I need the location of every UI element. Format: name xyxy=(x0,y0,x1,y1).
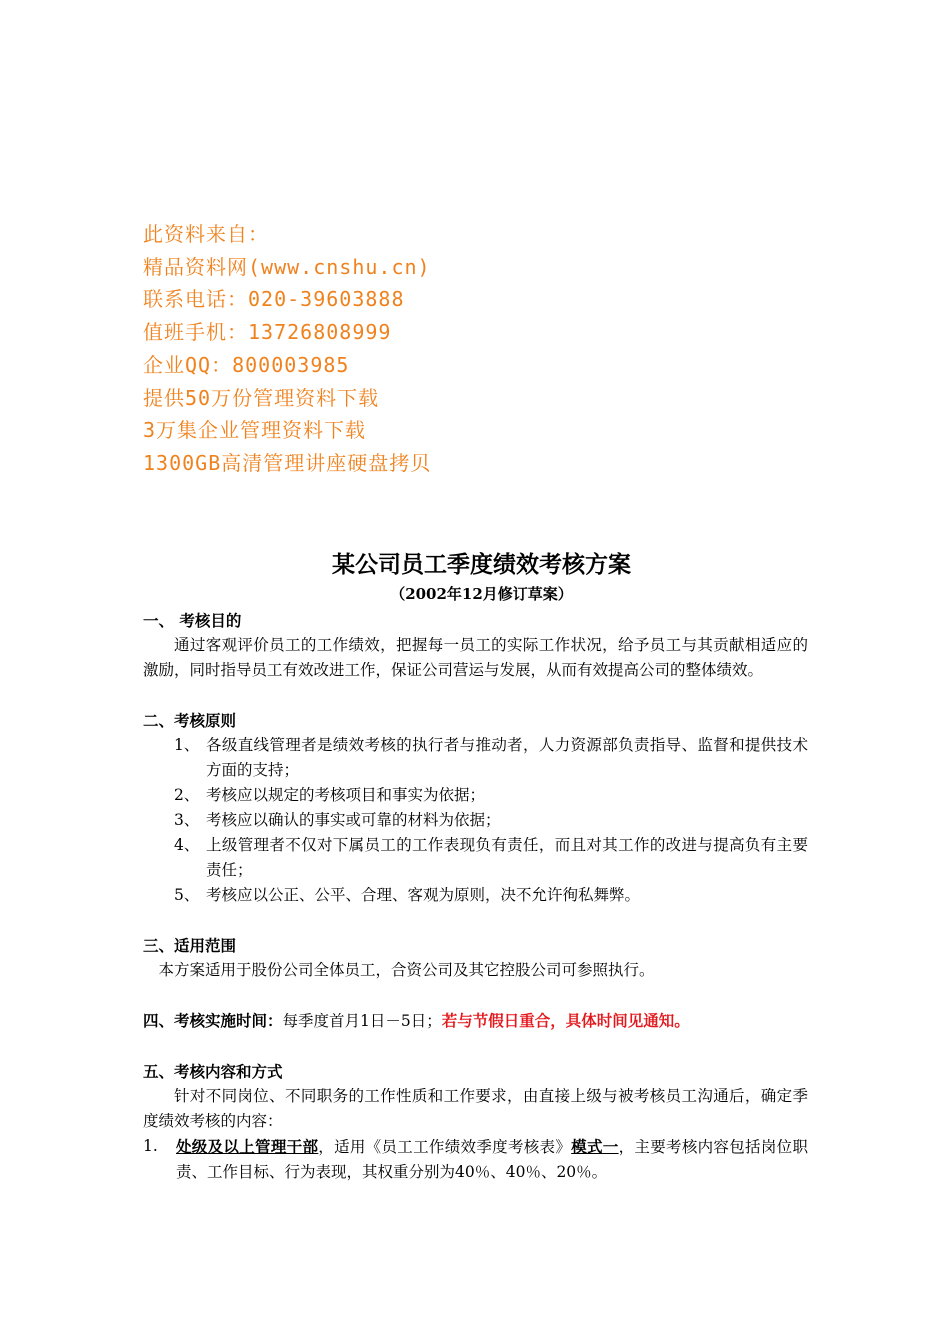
section2-heading: 二、考核原则 xyxy=(143,711,237,730)
list-item-number: 1. xyxy=(143,1137,158,1155)
list-item-number: 1、 xyxy=(174,736,200,754)
source-website-line: 精品资料网(www.cnshu.cn) xyxy=(143,254,431,279)
list-item xyxy=(143,733,808,783)
list-item-text: 各级直线管理者是绩效考核的执行者与推动者，人力资源部负责指导、监督和提供技术方面的支持； xyxy=(206,736,808,779)
item-text-part: ，主要考核内容包括岗位职责、工作目标、行为表现，其权重分别为40％、40％、20％。 xyxy=(176,1138,808,1181)
list-item-text: 上级管理者不仅对下属员工的工作表现负有责任，而且对其工作的改进与提高负有主要责任； xyxy=(206,836,808,879)
section3-body: 本方案适用于股份公司全体员工，合资公司及其它控股公司可参照执行。 xyxy=(158,961,655,979)
section4-line xyxy=(143,1008,808,1034)
section1-heading: 一、 考核目的 xyxy=(143,611,242,630)
source-line: 此资料来自： xyxy=(143,222,269,246)
emphasis-mode-one: 模式一 xyxy=(571,1137,619,1156)
source-info-block xyxy=(143,218,431,480)
list-item-text: 考核应以规定的考核项目和事实为依据； xyxy=(206,786,486,804)
list-item xyxy=(143,783,808,808)
document-subtitle: （2002年12月修订草案） xyxy=(390,585,573,603)
mobile-line: 值班手机：13726808999 xyxy=(143,320,392,345)
list-item-text: 考核应以确认的事实或可靠的材料为依据； xyxy=(206,811,501,829)
promo-line-1: 提供50万份管理资料下载 xyxy=(143,385,380,410)
list-item xyxy=(143,883,808,908)
item-text-part: ，适用《员工工作绩效季度考核表》 xyxy=(318,1138,572,1156)
document-body xyxy=(143,548,808,1185)
list-item xyxy=(143,808,808,833)
list-item-number: 5、 xyxy=(174,886,200,904)
phone-line: 联系电话：020-39603888 xyxy=(143,287,405,312)
section4-heading: 四、考核实施时间： xyxy=(143,1011,283,1030)
list-item xyxy=(143,1134,808,1185)
emphasis-managers: 处级及以上管理干部 xyxy=(176,1137,319,1156)
section5-intro: 针对不同岗位、不同职务的工作性质和工作要求，由直接上级与被考核员工沟通后，确定季度绩效考核的内容： xyxy=(143,1087,808,1130)
section3-heading: 三、适用范围 xyxy=(143,936,237,955)
document-title: 某公司员工季度绩效考核方案 xyxy=(332,551,631,578)
section4-body: 每季度首月1日－5日； xyxy=(282,1012,442,1030)
promo-line-2: 3万集企业管理资料下载 xyxy=(143,418,367,443)
list-item-text xyxy=(176,1134,808,1185)
promo-line-3: 1300GB高清管理讲座硬盘拷贝 xyxy=(143,450,432,475)
qq-line: 企业QQ：800003985 xyxy=(143,352,350,377)
list-item-number: 2、 xyxy=(174,786,200,804)
section4-note: 若与节假日重合，具体时间见通知。 xyxy=(441,1011,690,1030)
list-item-text: 考核应以公正、公平、合理、客观为原则，决不允许徇私舞弊。 xyxy=(206,886,641,904)
section5-heading: 五、考核内容和方式 xyxy=(143,1062,283,1081)
list-item-number: 3、 xyxy=(174,811,200,829)
list-item xyxy=(143,833,808,883)
section1-body: 通过客观评价员工的工作绩效，把握每一员工的实际工作状况，给予员工与其贡献相适应的激励，同时指导员工有效改进工作，保证公司营运与发展，从而有效提高公司的整体绩效。 xyxy=(143,636,808,679)
list-item-number: 4、 xyxy=(174,836,200,854)
